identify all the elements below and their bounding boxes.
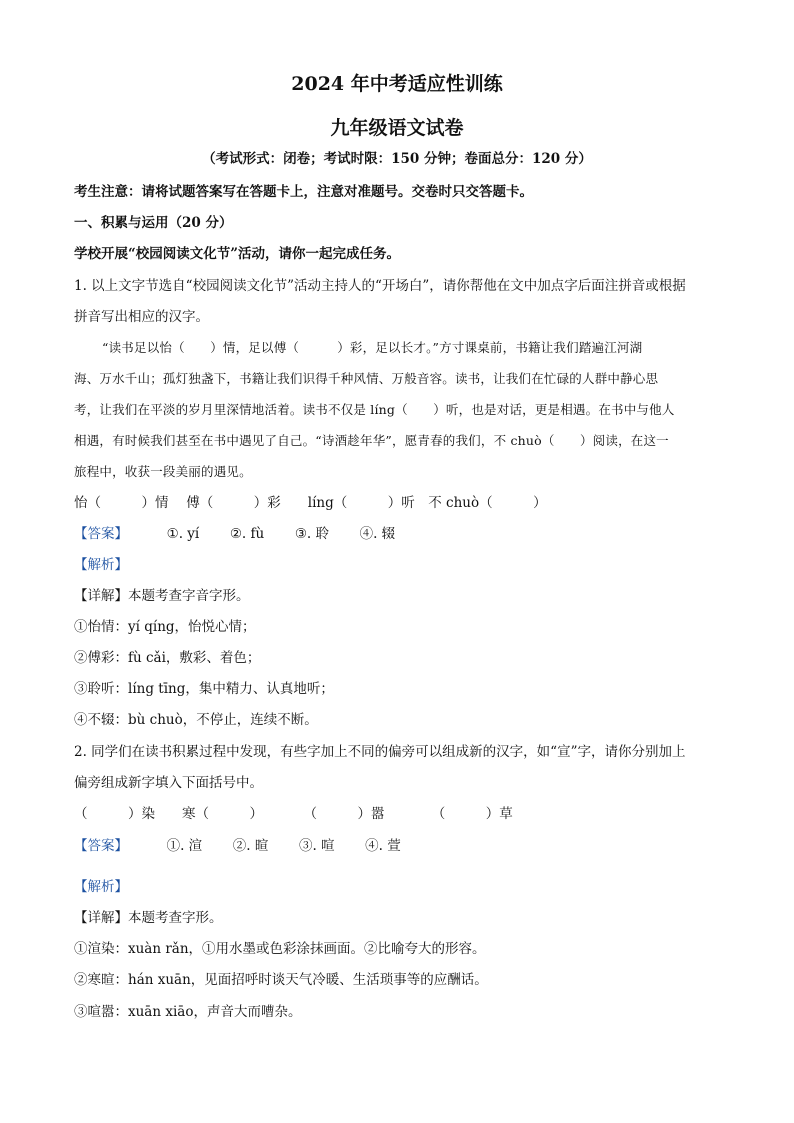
answer-label: 【答案】 (74, 838, 128, 854)
q2-answer: ②. 暄 (232, 838, 269, 854)
q1-detail-item: ②傅彩：fù cǎi，敷彩、着色； (74, 650, 261, 666)
q1-passage-line: 考，让我们在平淡的岁月里深情地活着。读书不仅是 líng（ ）听，也是对话，更是相遇。在书中与他人 (74, 402, 675, 417)
q1-answer: ②. fù (229, 526, 265, 542)
q2-answer-row (74, 837, 401, 855)
q2-detail-item: ①渲染：xuàn rǎn，①用水墨或色彩涂抹画面。②比喻夸大的形容。 (74, 941, 486, 957)
q1-stem-line2: 拼音写出相应的汉字。 (74, 309, 209, 325)
exam-title: 2024 年中考适应性训练 (291, 73, 503, 95)
q1-answer: ④. 辍 (359, 526, 396, 542)
q1-blanks-line: 怡（ ）情 傅（ ）彩 líng（ ）听 不 chuò（ ） (74, 495, 547, 511)
q2-answer: ④. 萱 (365, 838, 401, 854)
q2-detail-item: ②寒暄：hán xuān，见面招呼时谈天气冷暖、生活琐事等的应酬话。 (74, 972, 488, 988)
q1-detail-item: ①怡情：yí qíng，怡悦心情； (74, 619, 256, 635)
q1-detail-item: ④不辍：bù chuò，不停止，连续不断。 (74, 712, 318, 728)
q2-detail: 【详解】本题考查字形。 (74, 910, 223, 926)
q1-passage-line: 海、万水千山；孤灯独盏下，书籍让我们识得千种风情、万般音容。读书，让我们在忙碌的人群中静心思 (74, 371, 659, 386)
q2-answer: ③. 喧 (298, 838, 335, 854)
q1-detail-item: ③聆听：líng tīng，集中精力、认真地听； (74, 681, 334, 697)
q1-passage-line: 相遇，有时候我们甚至在书中遇见了自己。“诗酒趁年华”，愿青春的我们，不 chuò（ ）阅读，在这一 (74, 433, 669, 448)
q1-answer: ①. yí (166, 526, 200, 542)
q1-passage-line: “读书足以怡（ ）情，足以傅（ ）彩，足以长才。”方寸课桌前，书籍让我们踏遍江河湖 (102, 340, 643, 355)
section-intro: 学校开展“校园阅读文化节”活动，请你一起完成任务。 (74, 246, 401, 262)
q2-detail-item: ③喧嚣：xuān xiāo，声音大而嘈杂。 (74, 1004, 302, 1020)
answer-label: 【答案】 (74, 526, 128, 542)
q1-answer-row (74, 525, 395, 543)
q2-answer: ①. 渲 (166, 838, 203, 854)
exam-subtitle: 九年级语文试卷 (330, 117, 464, 139)
q1-stem-line1: 1. 以上文字节选自“校园阅读文化节”活动主持人的“开场白”，请你帮他在文中加点字后面注拼音或根据 (74, 278, 686, 294)
exam-info: （考试形式：闭卷；考试时限：150 分钟；卷面总分：120 分） (202, 151, 592, 167)
q1-passage-line: 旅程中，收获一段美丽的遇见。 (74, 464, 252, 479)
section-heading: 一、积累与运用（20 分） (74, 215, 233, 231)
q2-analysis-label: 【解析】 (74, 879, 128, 895)
q2-stem-line2: 偏旁组成新字填入下面括号中。 (74, 775, 263, 791)
q1-analysis-label: 【解析】 (74, 557, 128, 573)
q2-blanks-line: （ ）染 寒（ ） （ ）嚣 （ ）草 (74, 806, 513, 822)
q2-stem-line1: 2. 同学们在读书积累过程中发现，有些字加上不同的偏旁可以组成新的汉字，如“宣”字，请你分别加上 (74, 744, 686, 760)
q1-answer: ③. 聆 (294, 526, 329, 542)
notice: 考生注意：请将试题答案写在答题卡上，注意对准题号。交卷时只交答题卡。 (74, 184, 533, 200)
q1-detail: 【详解】本题考查字音字形。 (74, 588, 250, 604)
